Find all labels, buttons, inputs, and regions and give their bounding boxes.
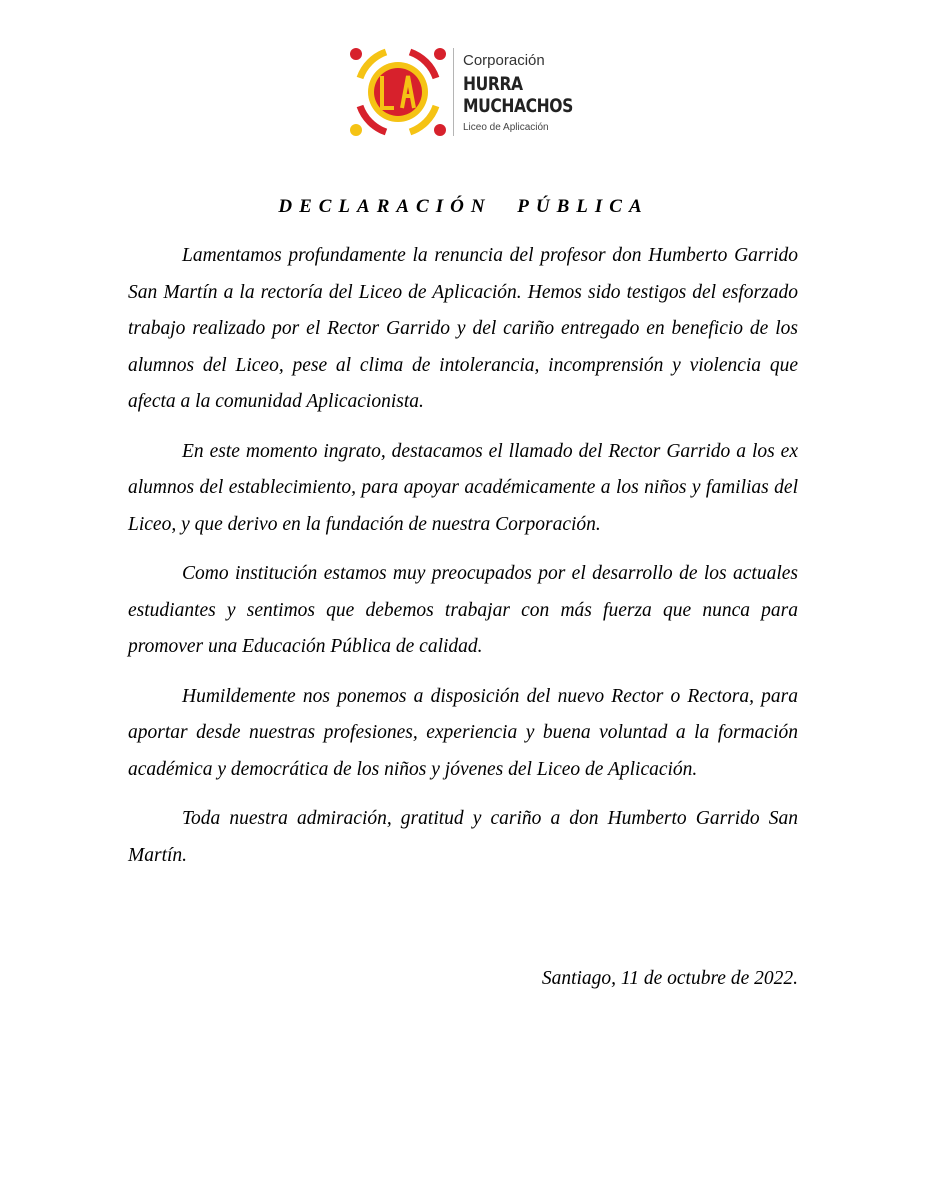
document-body xyxy=(128,238,798,887)
paragraph-5: Toda nuestra admiración, gratitud y cariño a don Humberto Garrido San Martín. xyxy=(128,808,798,866)
logo-divider xyxy=(453,48,454,136)
paragraph-3: Como institución estamos muy preocupados por el desarrollo de los actuales estudiantes y sentimos que debemos trabajar con más fuerza que nunca para promover una Educación Pública de calidad. xyxy=(128,563,798,657)
org-name-line-1: Corporación xyxy=(463,52,545,69)
document-title: DECLARACIÓN PÚBLICA xyxy=(278,196,649,217)
org-name-line-2: HURRA xyxy=(463,73,523,95)
paragraph-4: Humildemente nos ponemos a disposición del nuevo Rector o Rectora, para aportar desde nuestras profesiones, experiencia y buena voluntad a la formación académica y democrática de los niños y jóvenes del Liceo de Aplicación. xyxy=(128,685,798,780)
place-and-date: Santiago, 11 de octubre de 2022. xyxy=(541,968,798,989)
organization-logo xyxy=(348,42,573,142)
paragraph-2: En este momento ingrato, destacamos el llamado del Rector Garrido a los ex alumnos del establecimiento, para apoyar académicamente a los niños y familias del Liceo, y que derivo en la fundación de nuestra Corporación. xyxy=(128,440,798,535)
paragraph-1: Lamentamos profundamente la renuncia del profesor don Humberto Garrido San Martín a la rectoría del Liceo de Aplicación. Hemos sido testigos del esforzado trabajo realizado por el Rector Garrido y del cariño entregado en beneficio de los alumnos del Liceo, pese al clima de intolerancia, incomprensión y violencia que afecta a la comunidad Aplicacionista. xyxy=(128,245,798,412)
org-subtitle: Liceo de Aplicación xyxy=(463,122,549,133)
org-name-line-3: MUCHACHOS xyxy=(463,95,573,117)
